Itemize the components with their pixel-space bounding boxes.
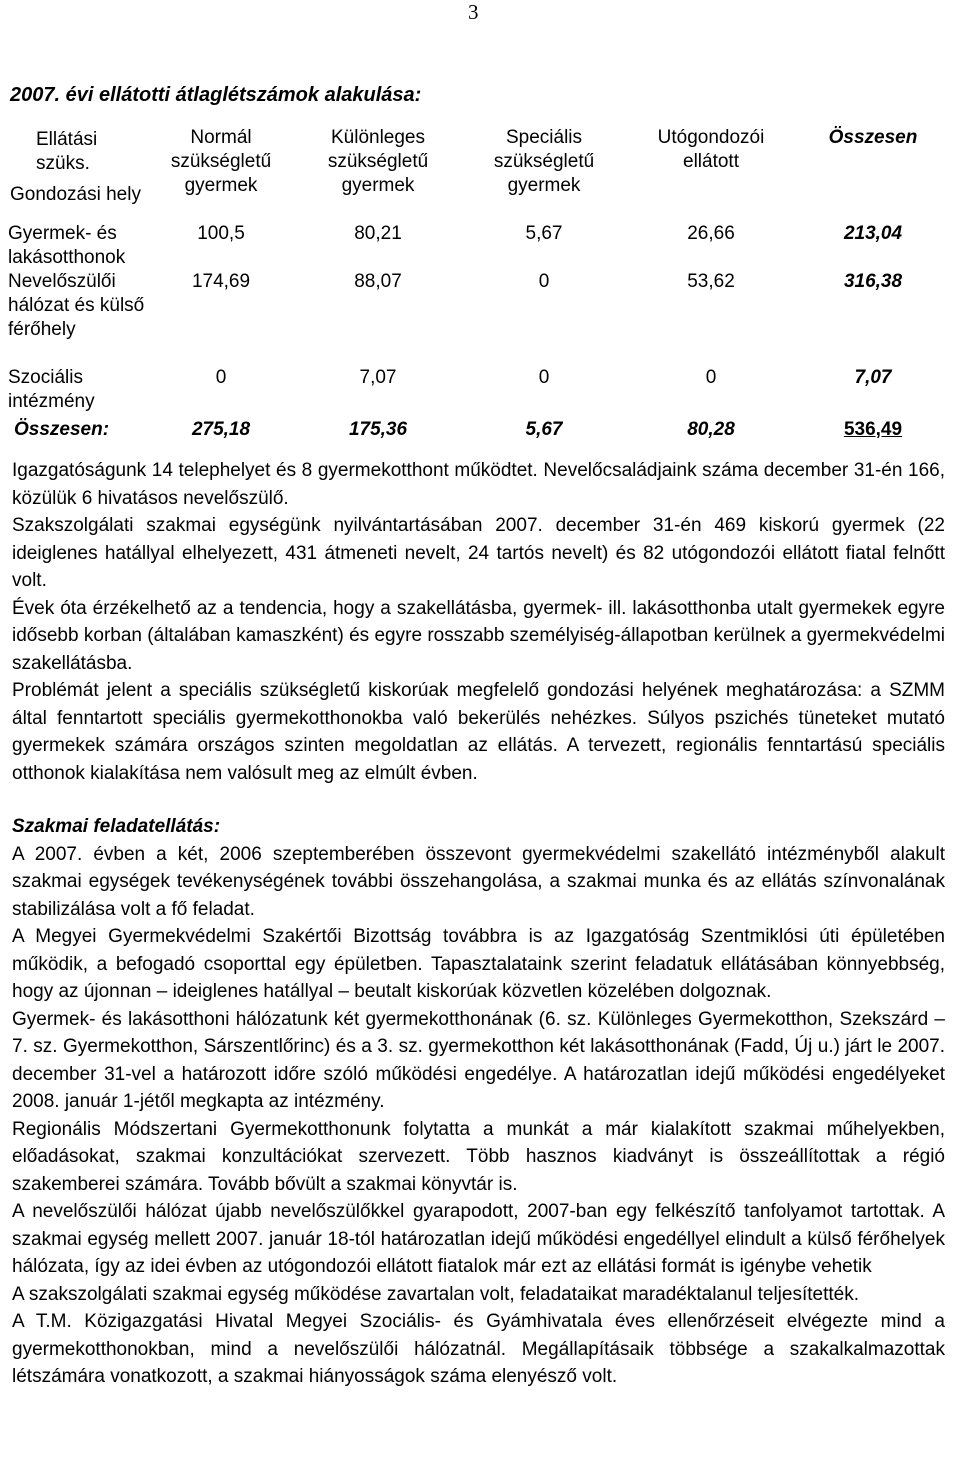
total-cell: 175,36 — [348, 419, 408, 440]
column-header: Speciális szükségletű gyermek — [493, 127, 595, 196]
table-cell: 0 — [215, 367, 227, 388]
table-cell: 80,21 — [354, 223, 402, 244]
paragraph: Gyermek- és lakásotthoni hálózatunk két gyermekotthonának (6. sz. Különleges Gyermekotthon, Szekszárd – 7. sz. Gyermekotthon, Sárszentlőrinc) és a 3. sz. gyermekotthon két lakásotthonának (Fadd, Új u.) járt le 2007. december 31-vel a határozott időre szóló működési engedélye. A határozatlan idejű működési engedélyeket 2008. január 1-jétől megkapta az intézmény. — [12, 1008, 945, 1112]
paragraph: A Megyei Gyermekvédelmi Szakértői Bizottság továbbra is az Igazgatóság Szentmiklósi úti épületében működik, a befogadó csoporttal egy épületben. Tapasztalataink szerint feladatuk ellátásában könnyebbség, hogy az újonnan – ideiglenes hatállyal – beutalt kiskorúak közvetlen közelében dolgoznak. — [12, 926, 945, 1002]
table-cell: 26,66 — [687, 223, 735, 244]
paragraph: Problémát jelent a speciális szükségletű kiskorúak megfelelő gondozási helyének meghatározása: a SZMM által fenntartott speciális gyermekotthonokba való bekerülés nehézkes. Súlyos pszichés tüneteket mutató gyermekek számára országos szinten megoldatlan az ellátás. A tervezett, regionális fenntartású speciális otthonok kialakítása nem valósult meg az elmúlt évben. — [12, 680, 945, 784]
subheading: Szakmai feladatellátás: — [12, 816, 221, 837]
table-cell: 88,07 — [354, 271, 402, 292]
total-row-label: Összesen: — [14, 419, 110, 440]
total-cell: 275,18 — [191, 419, 251, 440]
paragraph: Szakszolgálati szakmai egységünk nyilvántartásában 2007. december 31-én 469 kiskorú gyermek (22 ideiglenes hatállyal elhelyezett, 431 átmeneti nevelt, 24 tartós nevelt) és 82 utógondozói ellátott fiatal felnőtt volt. — [12, 515, 945, 591]
table-cell: 174,69 — [191, 271, 251, 292]
column-header-total: Összesen — [828, 127, 918, 148]
body-text — [12, 457, 945, 1391]
table-cell: 0 — [538, 367, 550, 388]
paragraph: Igazgatóságunk 14 telephelyet és 8 gyermekotthont működtet. Nevelőcsaládjaink száma december 31-én 166, közülük 6 hivatásos nevelőszülő. — [12, 460, 945, 509]
table-cell: 7,07 — [359, 367, 397, 388]
paragraph: A szakszolgálati szakmai egység működése zavartalan volt, feladataikat maradéktalanul teljesítették. — [12, 1283, 860, 1305]
row-label: Gyermek- és lakásotthonok — [8, 223, 126, 268]
column-header: Normál szükségletű gyermek — [170, 127, 272, 196]
table-cell: 100,5 — [197, 223, 245, 244]
paragraph: A 2007. évben a két, 2006 szeptemberében összevont gyermekvédelmi szakellátó intézményből alakult szakmai egységek tevékenységének további összehangolása, a szakmai munka és az ellátás színvonalának stabilizálása volt a fő feladat. — [12, 843, 945, 920]
table-cell-total: 316,38 — [843, 271, 903, 292]
table-row — [8, 366, 952, 414]
column-header: Utógondozói ellátott — [657, 127, 765, 172]
total-cell: 5,67 — [525, 419, 563, 440]
column-header: Különleges szükségletű gyermek — [327, 127, 429, 196]
table-cell-total: 7,07 — [854, 367, 892, 388]
table-row — [8, 270, 952, 366]
capacity-table — [8, 126, 952, 442]
table-cell: 5,67 — [525, 223, 563, 244]
page-number: 3 — [468, 0, 479, 24]
paragraph: A nevelőszülői hálózat újabb nevelőszülőkkel gyarapodott, 2007-ban egy felkészítő tanfolyamot tartottak. A szakmai egység mellett 2007. január 18-tól határozatlan idejű működési engedéllyel elindult a külső férőhelyek hálózata, így az idei évben az utógondozói ellátott fiatalok már ezt az ellátási formát is igénybe vehetik — [12, 1201, 945, 1277]
total-cell: 80,28 — [687, 419, 735, 440]
paragraph: Regionális Módszertani Gyermekotthonunk folytatta a munkát a már kialakított szakmai műhelyekben, előadásokat, szakmai konzultációkat szervezett. Több hasznos kiadványt is összeállítottak a régió szakemberei számára. Tovább bővült a szakmai könyvtár is. — [12, 1118, 945, 1195]
corner-top-label: Ellátási szüks. — [36, 129, 98, 174]
table-cell: 0 — [705, 367, 717, 388]
grand-total-cell: 536,49 — [843, 419, 903, 440]
table-cell: 53,62 — [687, 271, 735, 292]
corner-bottom-label: Gondozási hely — [10, 184, 141, 205]
table-corner-cell — [8, 126, 146, 222]
row-label: Nevelőszülői hálózat és külső férőhely — [8, 271, 145, 340]
table-total-row — [8, 414, 952, 442]
section-heading: 2007. évi ellátotti átlaglétszámok alakulása: — [10, 84, 422, 106]
paragraph: Évek óta érzékelhető az a tendencia, hogy a szakellátásba, gyermek- ill. lakásotthonba utalt gyermekek egyre idősebb korban (általában kamaszként) és egyre rosszabb személyiség-állapotban kerülnek a gyermekvédelmi szakellátásba. — [12, 597, 945, 674]
row-label: Szociális intézmény — [8, 367, 95, 412]
paragraph: A T.M. Közigazgatási Hivatal Megyei Szociális- és Gyámhivatala éves ellenőrzéseit elvégezte mind a gyermekotthonokban, mind a nevelőszülői hálózatnál. Megállapításaik többsége a szakalkalmazottak létszámára vonatkozott, a szakmai hiányosságok száma elenyésző volt. — [12, 1311, 945, 1387]
table-cell-total: 213,04 — [843, 223, 903, 244]
table-cell: 0 — [538, 271, 550, 292]
table-header-row — [8, 126, 952, 222]
table-row — [8, 222, 952, 270]
